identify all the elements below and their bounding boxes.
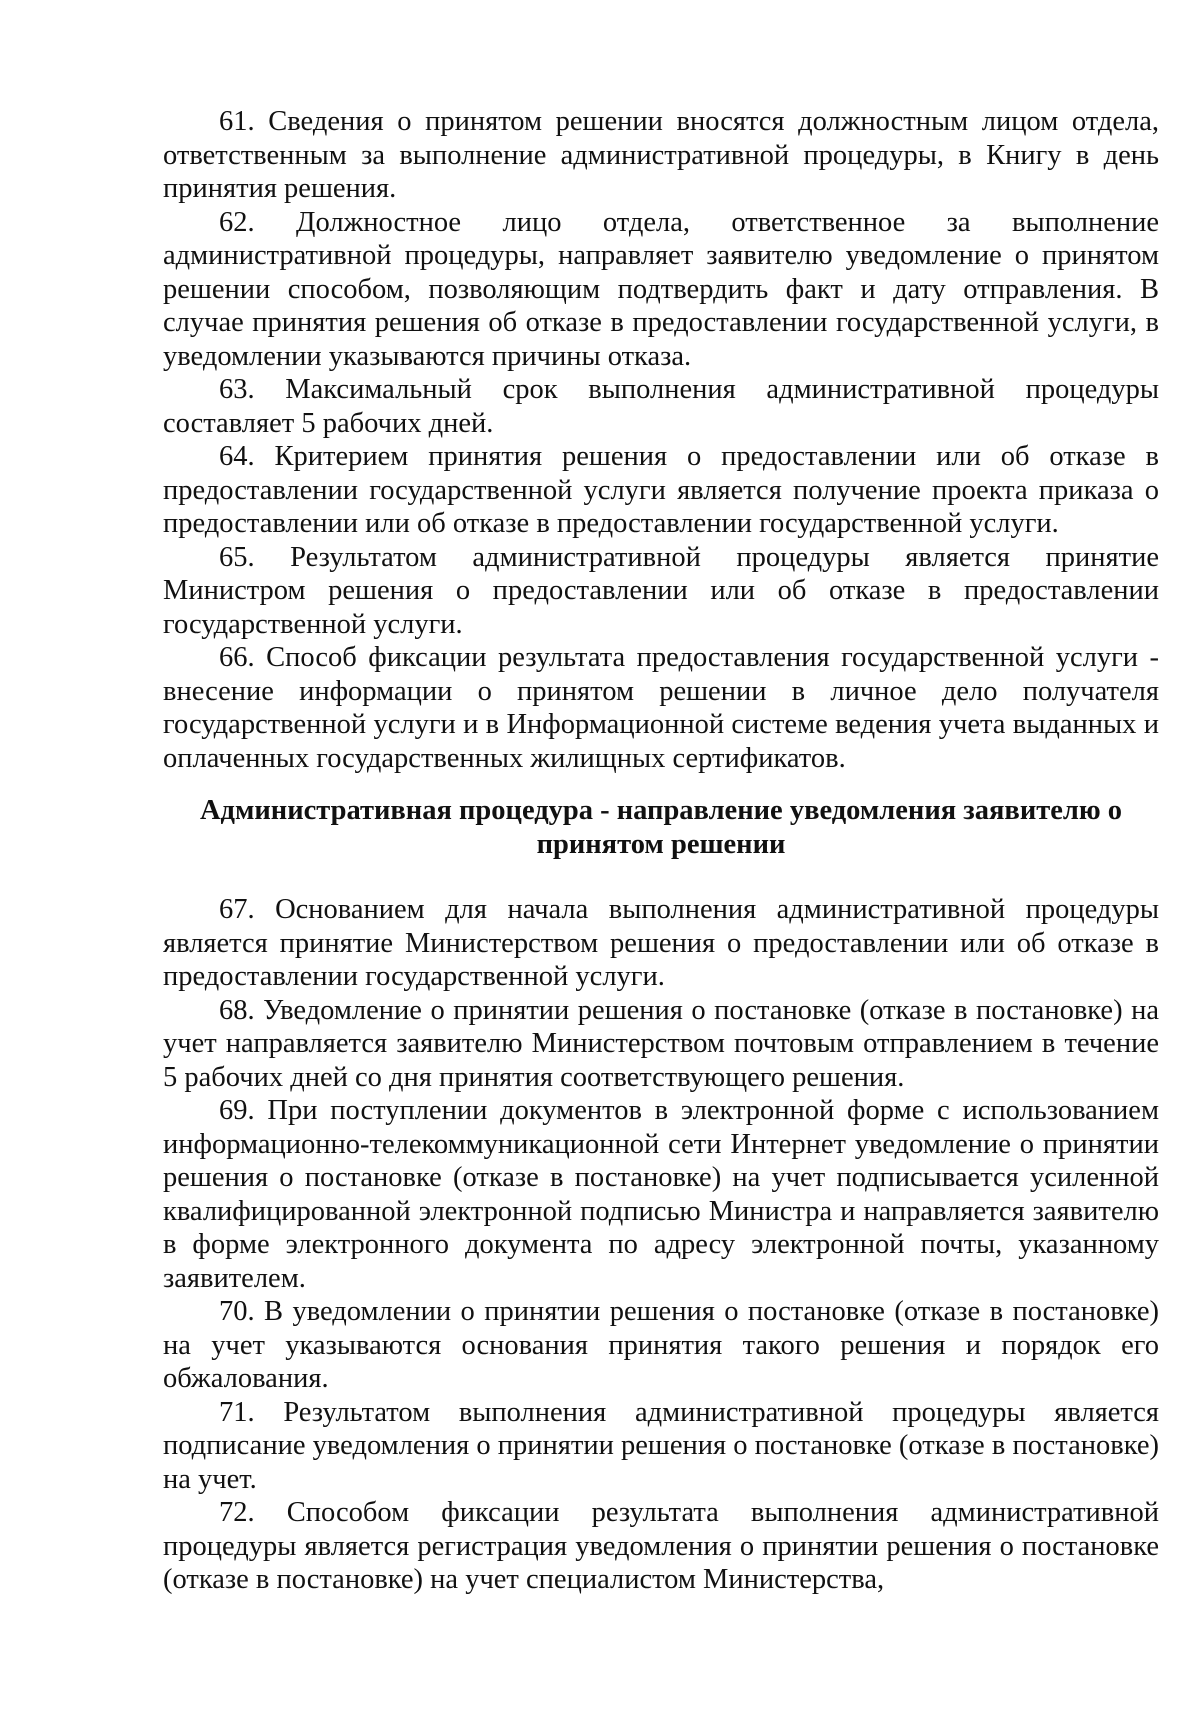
paragraph-68: 68. Уведомление о принятии решения о постановке (отказе в постановке) на учет направляется заявителю Министерством почтовым отправлением в течение 5 рабочих дней со дня принятия соответствующего решения. xyxy=(163,994,1159,1093)
paragraph-64: 64. Критерием принятия решения о предоставлении или об отказе в предоставлении государственной услуги является получение проекта приказа о предоставлении или об отказе в предоставлении государственной услуги. xyxy=(163,441,1159,539)
paragraph-62: 62. Должностное лицо отдела, ответственное за выполнение административной процедуры, направляет заявителю уведомление о принятом решении способом, позволяющим подтвердить факт и дату отправления. В случае принятия решения об отказе в предоставлении государственной услуги, в уведомлении указываются причины отказа. xyxy=(163,206,1159,372)
paragraph-70: 70. В уведомлении о принятии решения о постановке (отказе в постановке) на учет указываются основания принятия такого решения и порядок его обжалования. xyxy=(163,1296,1159,1394)
paragraph-72: 72. Способом фиксации результата выполнения административной процедуры является регистрация уведомления о принятии решения о постановке (отказе в постановке) на учет специалистом Министерства, xyxy=(163,1497,1159,1595)
paragraph-71: 71. Результатом выполнения административной процедуры является подписание уведомления о принятии решения о постановке (отказе в постановке) на учет. xyxy=(163,1396,1159,1495)
paragraphs-after-heading xyxy=(163,893,1159,1597)
paragraph-61: 61. Сведения о принятом решении вносятся должностным лицом отдела, ответственным за выполнение административной процедуры, в Книгу в день принятия решения. xyxy=(163,106,1159,204)
paragraph-65: 65. Результатом административной процедуры является принятие Министром решения о предоставлении или об отказе в предоставлении государственной услуги. xyxy=(163,541,1159,640)
paragraph-63: 63. Максимальный срок выполнения административной процедуры составляет 5 рабочих дней. xyxy=(163,374,1159,439)
paragraph-66: 66. Способ фиксации результата предоставления государственной услуги - внесение информации о принятом решении в личное дело получателя государственной услуги и в Информационной системе ведения учета выданных и оплаченных государственных жилищных сертификатов. xyxy=(163,642,1159,774)
section-heading: Административная процедура - направление уведомления заявителю о принятом решении xyxy=(199,795,1123,860)
paragraph-69: 69. При поступлении документов в электронной форме с использованием информационно-телекоммуникационной сети Интернет уведомление о принятии решения о постановке (отказе в постановке) на учет подписывается усиленной квалифицированной электронной подписью Министра и направляется заявителю в форме электронного документа по адресу электронной почты, указанному заявителем. xyxy=(163,1095,1159,1294)
paragraph-67: 67. Основанием для начала выполнения административной процедуры является принятие Министерством решения о предоставлении или об отказе в предоставлении государственной услуги. xyxy=(163,894,1159,992)
paragraphs-before-heading xyxy=(163,105,1159,775)
